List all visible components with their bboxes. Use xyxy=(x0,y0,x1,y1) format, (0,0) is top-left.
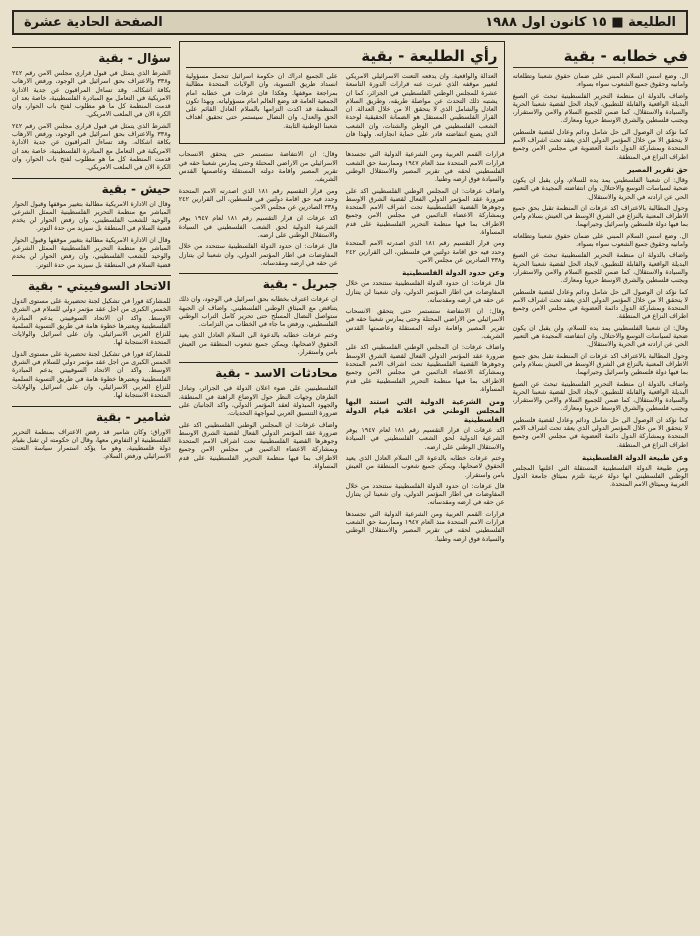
article-paragraph: ومن طبيعة الدولة الفلسطينية المستقلة التي اعلنها المجلس الوطني الفلسطيني انها دولة عربية تلتزم بميثاق جامعة الدول العربية وبميثاق الامم المتحدة. xyxy=(512,463,688,489)
headline-speech: في خطابه - بقية xyxy=(513,47,688,68)
section-text-assad: الفلسطينيين على ضوء اعلان الدولة في الجزائر، وتبادل الطرفان وجهات النظر حول الاوضاع الراهنة في المنطقة، والجهود المبذولة لعقد المؤتمر الدولي، واكد الجانبان على ضرورة التنسيق العربي لمواجهة التحديات. xyxy=(178,384,338,418)
editorial-box xyxy=(179,41,505,144)
section-text-question: الشرط الذي يتمثل في قبول قراري مجلس الامن رقم ٢٤٢ و٣٣٨ والاعتراف بحق اسرائيل في الوجود، ورفض الارهاب بكافة اشكاله. وقد تساءل المراقبون عن جدية الادارة الامريكية في التعامل مع المبادرة الفلسطينية، خاصة بعد ان قدمت المنظمة كل ما هو مطلوب لفتح باب الحوار، وان الكرة الان في الملعب الامريكي. xyxy=(12,69,171,119)
subheadline: حق تقرير المصير xyxy=(627,164,688,174)
article-paragraph: وقال: ان شعبنا الفلسطيني يمد يده للسلام، ولن يقبل ان يكون ضحية لسياسات التوسع والاحتلال، وان انتفاضته المجيدة هي التعبير الحي عن ارادته في الحرية والاستقلال. xyxy=(512,175,688,201)
article-paragraph: وختم عرفات خطابه بالدعوة الى السلام العادل الذي يعيد الحقوق لاصحابها، ويمكن جميع شعوب المنطقة من العيش بامن واستقرار. xyxy=(345,453,505,479)
header-page-number: الصفحة الحادية عشرة xyxy=(24,15,163,30)
article-paragraph: واضاف بالدولة ان منظمة التحرير الفلسطينية تبحث عن الصيغ البديلة الواقعية والقابلة للتطبيق، لايجاد الحل لقضية شعبنا الحرية والسيادة والاستقلال، كما ضمن للجميع السلام والامن والاستقرار، ويجنب فلسطين والشرق الاوسط حروبا ومعارك. xyxy=(512,379,688,413)
middle-subcolumns xyxy=(179,150,505,546)
article-paragraph: ومن قرار التقسيم رقم ١٨١ الذي اصدرته الامم المتحدة وحدد فيه حق اقامة دولتين في فلسطين، الى القرارين ٢٤٢ و٣٣٨ الصادرين عن مجلس الامن. xyxy=(345,239,505,264)
section-text-question: الشرط الذي يتمثل في قبول قراري مجلس الامن رقم ٢٤٢ و٣٣٨ والاعتراف بحق اسرائيل في الوجود، ورفض الارهاب بكافة اشكاله. وقد تساءل المراقبون عن جدية الادارة الامريكية في التعامل مع المبادرة الفلسطينية، خاصة بعد ان قدمت المنظمة كل ما هو مطلوب لفتح باب الحوار، وان الكرة الان في الملعب الامريكي. xyxy=(12,121,171,172)
section-title-shamir: شامير - بقية xyxy=(12,406,171,425)
article-paragraph: كما نؤكد ان الوصول الى حل شامل ودائم وعادل لقضية فلسطين لا يتحقق الا من خلال المؤتمر الدولي الذي يعقد تحت اشراف الامم المتحدة وبمشاركة الدول دائمة العضوية في مجلس الامن وجميع اطراف النزاع في المنطقة. xyxy=(512,415,688,449)
article-paragraph: وقال: ان الانتفاضة ستستمر حتى يتحقق الانسحاب الاسرائيلي من الاراضي المحتلة وحتى يمارس شعبنا حقه في تقرير المصير واقامة دولته المستقلة وعاصمتها القدس الشريف. xyxy=(345,307,505,341)
section-text-hayesh: وقال ان الادارة الامريكية مطالبة بتغيير موقفها وقبول الحوار المباشر مع منظمة التحرير الفلسطينية الممثل الشرعي والوحيد للشعب الفلسطيني، وان رفض الحوار لن يخدم قضية السلام في المنطقة بل سيزيد من حدة التوتر. xyxy=(12,199,171,233)
section-text-soviet: للمشاركة فورا في تشكيل لجنة تحضيرية على مستوى الدول الخمس الكبرى من اجل عقد مؤتمر دولي للسلام في الشرق الاوسط. واكد ان الاتحاد السوفييتي يدعم المبادرة الفلسطينية ويعتبرها خطوة هامة في طريق التسوية السلمية للنزاع العربي الاسرائيلي، وان على اسرائيل والولايات المتحدة الاستجابة لها. xyxy=(12,296,171,347)
subcolumn-a xyxy=(346,150,505,546)
article-paragraph: اكد عرفات ان قرار التقسيم رقم ١٨١ لعام ١٩٤٧ يوفر الشرعية الدولية لحق الشعب الفلسطيني في السيادة والاستقلال الوطني على ارضه. xyxy=(178,214,338,240)
section-text-hayesh: وقال ان الادارة الامريكية مطالبة بتغيير موقفها وقبول الحوار المباشر مع منظمة التحرير الفلسطينية الممثل الشرعي والوحيد للشعب الفلسطيني، وان رفض الحوار لن يخدم قضية السلام في المنطقة بل سيزيد من حدة التوتر. xyxy=(12,235,171,269)
subheadline: ومن الشرعية الدولية التي استند اليها المجلس الوطني في اعلانه قيام الدولة الفلسطينية xyxy=(345,397,505,425)
article-paragraph: وقال: ان الانتفاضة ستستمر حتى يتحقق الانسحاب الاسرائيلي من الاراضي المحتلة وحتى يمارس شعبنا حقه في تقرير المصير واقامة دولته المستقلة وعاصمتها القدس الشريف. xyxy=(178,150,338,184)
subheadline: وعن حدود الدولة الفلسطينية xyxy=(402,268,505,278)
article-paragraph: قال عرفات: ان حدود الدولة الفلسطينية ستتحدد من خلال المفاوضات في اطار المؤتمر الدولي، وان شعبنا لن يتنازل عن حقه في ارضه ومقدساته. xyxy=(345,481,505,507)
section-title-question: سؤال - بقية xyxy=(12,47,171,66)
article-paragraph: قرارات القمم العربية ومن الشرعية الدولية التي تجسدها قرارات الامم المتحدة منذ العام ١٩٤٧ وممارسة حق الشعب الفلسطيني لحقه في تقرير المصير والاستقلال الوطني والسيادة فوق ارضه وطنيا. xyxy=(345,150,505,184)
article-paragraph: ال. وضع اسس السلام المبني على ضمان حقوق شعبنا وتطلعاته وامانيه وحقوق جميع الشعوب سواء بسواء. xyxy=(512,231,688,249)
article-paragraph: وحول المطالبة بالاعتراف اكد عرفات ان المنظمة تقبل بحق جميع الاطراف المعنية بالنزاع في الشرق الاوسط في العيش بسلام وامن بما فيها دولة فلسطين واسرائيل وجيرانهما. xyxy=(512,203,688,229)
subcolumn-b xyxy=(179,150,338,546)
article-paragraph: اكد عرفات ان قرار التقسيم رقم ١٨١ لعام ١٩٤٧ يوفر الشرعية الدولية لحق الشعب الفلسطيني في السيادة والاستقلال الوطني على ارضه. xyxy=(345,426,505,451)
section-title-assad: محادثات الاسد - بقية xyxy=(179,362,338,381)
column-right xyxy=(513,41,688,921)
subheadline: وعن طبيعة الدولة الفلسطينية xyxy=(582,452,688,462)
section-title-hayesh: حيش - بقية xyxy=(12,178,171,197)
section-title-soviet: الاتحاد السوفييتي - بقية xyxy=(12,275,171,294)
editorial-body: العدالة والواقعية. وان يدفعه التعنت الاسرائيلي الامريكي لتغيير موقفه الذي عبرت عنه قرارات الدورة التاسعة عشرة للمجلس الوطني الفلسطيني في الجزائر، كما ان يشتبه ذلك التحدث عن مواصلة طريقه، وطريق السلام العادل والشامل الذي لا يتحقق الا من خلال العدالة. ان القرار الفلسطيني المستقل هو الضمانة الحقيقية لوحدة الشعب الفلسطيني في الوطن والشتات، وان الشعب الذي يصنع انتفاضته قادر على حماية انجازاته. ولهذا فان على الجميع ادراك ان حكومة اسرائيل تتحمل مسؤولية انسداد طريق التسوية، وان الولايات المتحدة مطالبة بمراجعة موقفها. وهكذا فان عرفات في خطابه امام الجمعية العامة قد وضع العالم امام مسؤولياته. وبهذا تكون المنظمة قد اكدت التزامها بالسلام العادل القائم على الحق والعدل، وان النضال سيستمر حتى تحقيق اهداف شعبنا الوطنية الثابتة. xyxy=(185,72,498,139)
article-paragraph: وختم عرفات خطابه بالدعوة الى السلام العادل الذي يعيد الحقوق لاصحابها، ويمكن جميع شعوب المنطقة من العيش بامن واستقرار. xyxy=(178,331,338,357)
article-paragraph: قال عرفات: ان حدود الدولة الفلسطينية ستتحدد من خلال المفاوضات في اطار المؤتمر الدولي، وان شعبنا لن يتنازل عن حقه في ارضه ومقدساته. xyxy=(178,242,338,267)
editorial-title: رأي الطليعة - بقية xyxy=(186,47,498,68)
article-paragraph: واضاف عرفات: ان المجلس الوطني الفلسطيني اكد على ضرورة عقد المؤتمر الدولي الفعال لقضية الشرق الاوسط وجوهرها القضية الفلسطينية تحت اشراف الامم المتحدة وبمشاركة الاعضاء الدائمين في مجلس الامن وجميع الاطراف بما فيها منظمة التحرير الفلسطينية على قدم المساواة. xyxy=(178,420,338,470)
article-paragraph: واضاف بالدولة ان منظمة التحرير الفلسطينية تبحث عن الصيغ البديلة الواقعية والقابلة للتطبيق، لايجاد الحل لقضية شعبنا الحرية والسيادة والاستقلال، كما ضمن للجميع السلام والامن والاستقرار، ويجنب فلسطين والشرق الاوسط حروبا ومعارك. xyxy=(512,91,688,125)
page-header xyxy=(12,10,688,35)
columns xyxy=(12,41,688,921)
article-paragraph: كما نؤكد ان الوصول الى حل شامل ودائم وعادل لقضية فلسطين لا يتحقق الا من خلال المؤتمر الدولي الذي يعقد تحت اشراف الامم المتحدة وبمشاركة الدول دائمة العضوية في مجلس الامن وجميع اطراف النزاع في المنطقة. xyxy=(512,127,688,161)
article-paragraph: واضاف عرفات: ان المجلس الوطني الفلسطيني اكد على ضرورة عقد المؤتمر الدولي الفعال لقضية الشرق الاوسط وجوهرها القضية الفلسطينية تحت اشراف الامم المتحدة وبمشاركة الاعضاء الدائمين في مجلس الامن وجميع الاطراف بما فيها منظمة التحرير الفلسطينية على قدم المساواة. xyxy=(345,343,505,393)
article-paragraph: ال. وضع اسس السلام المبني على ضمان حقوق شعبنا وتطلعاته وامانيه وحقوق جميع الشعوب سواء بسواء. xyxy=(512,72,688,89)
section-text-soviet: للمشاركة فورا في تشكيل لجنة تحضيرية على مستوى الدول الخمس الكبرى من اجل عقد مؤتمر دولي للسلام في الشرق الاوسط. واكد ان الاتحاد السوفييتي يدعم المبادرة الفلسطينية ويعتبرها خطوة هامة في طريق التسوية السلمية للنزاع العربي الاسرائيلي، وان على اسرائيل والولايات المتحدة الاستجابة لها. xyxy=(12,349,171,400)
article-paragraph: قال عرفات: ان حدود الدولة الفلسطينية ستتحدد من خلال المفاوضات في اطار المؤتمر الدولي، وان شعبنا لن يتنازل عن حقه في ارضه ومقدساته. xyxy=(345,279,505,304)
section-title-jibril: جبريل - بقية xyxy=(179,273,338,292)
article-paragraph: قرارات القمم العربية ومن الشرعية الدولية التي تجسدها قرارات الامم المتحدة منذ العام ١٩٤٧ وممارسة حق الشعب الفلسطيني لحقه في تقرير المصير والاستقلال الوطني والسيادة فوق ارضه وطنيا. xyxy=(345,509,505,543)
article-paragraph: واضاف عرفات: ان المجلس الوطني الفلسطيني اكد على ضرورة عقد المؤتمر الدولي الفعال لقضية الشرق الاوسط وجوهرها القضية الفلسطينية تحت اشراف الامم المتحدة وبمشاركة الاعضاء الدائمين في مجلس الامن وجميع الاطراف بما فيها منظمة التحرير الفلسطينية على قدم المساواة. xyxy=(345,186,505,237)
section-text-shamir: الاوراق: وكان شامير قد رفض الاعتراف بمنظمة التحرير الفلسطينية او التفاوض معها، وقال ان حكومته لن تقبل بقيام دولة فلسطينية، وهو ما يؤكد استمرار سياسة التعنت الاسرائيلي ورفض السلام. xyxy=(12,427,171,461)
article-paragraph: وحول المطالبة بالاعتراف اكد عرفات ان المنظمة تقبل بحق جميع الاطراف المعنية بالنزاع في الشرق الاوسط في العيش بسلام وامن بما فيها دولة فلسطين واسرائيل وجيرانهما. xyxy=(512,351,688,377)
article-paragraph: واضاف بالدولة ان منظمة التحرير الفلسطينية تبحث عن الصيغ البديلة الواقعية والقابلة للتطبيق، لايجاد الحل لقضية شعبنا الحرية والسيادة والاستقلال، كما ضمن للجميع السلام والامن والاستقرار، ويجنب فلسطين والشرق الاوسط حروبا ومعارك. xyxy=(512,251,688,285)
article-paragraph: كما نؤكد ان الوصول الى حل شامل ودائم وعادل لقضية فلسطين لا يتحقق الا من خلال المؤتمر الدولي الذي يعقد تحت اشراف الامم المتحدة وبمشاركة الدول دائمة العضوية في مجلس الامن وجميع اطراف النزاع في المنطقة. xyxy=(512,287,688,321)
article-paragraph: ومن قرار التقسيم رقم ١٨١ الذي اصدرته الامم المتحدة وحدد فيه حق اقامة دولتين في فلسطين، الى القرارين ٢٤٢ و٣٣٨ الصادرين عن مجلس الامن. xyxy=(178,186,338,212)
section-text-jibril: ان عرفات اعترف بخطابه بحق اسرائيل في الوجود، وان ذلك يتناقض مع الميثاق الوطني الفلسطيني. واضاف ان الجبهة ستواصل النضال المسلح حتى تحرير كامل التراب الوطني الفلسطيني، ورفض ما جاء في الخطاب من التزامات. xyxy=(178,295,338,329)
header-date: الطليعة ■ ١٥ كانون اول ١٩٨٨ xyxy=(485,15,676,30)
column-middle xyxy=(179,41,505,921)
column-left xyxy=(12,41,171,921)
article-paragraph: وقال: ان شعبنا الفلسطيني يمد يده للسلام، ولن يقبل ان يكون ضحية لسياسات التوسع والاحتلال، وان انتفاضته المجيدة هي التعبير الحي عن ارادته في الحرية والاستقلال. xyxy=(512,323,688,349)
